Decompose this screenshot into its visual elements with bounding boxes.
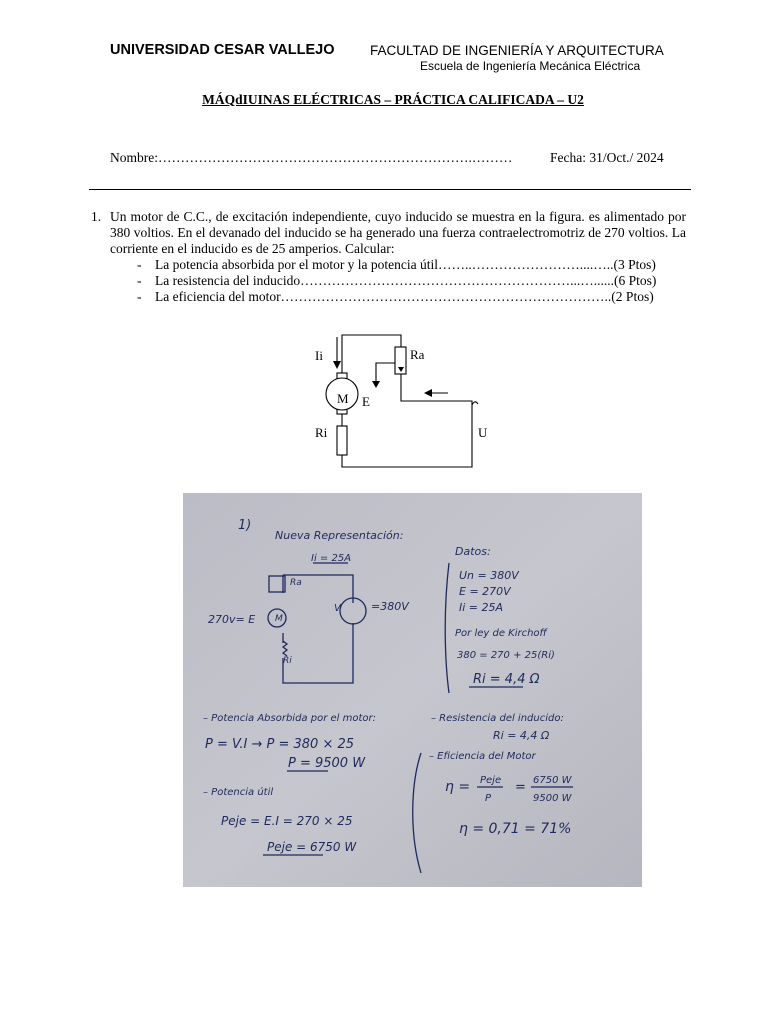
label-ra: Ra <box>410 347 425 362</box>
hw-resistance-result: Ri = 4,4 Ω <box>493 729 550 742</box>
item-text: La potencia absorbida por el motor y la potencia útil……..……………………....…..(3 Ptos) <box>155 257 656 272</box>
question-item <box>137 273 687 289</box>
label-m: M <box>337 391 349 406</box>
hw-efficiency-result: η = 0,71 = 71% <box>459 821 572 837</box>
circuit-diagram <box>300 325 500 475</box>
school-name: Escuela de Ingeniería Mecánica Eléctrica <box>420 59 641 73</box>
hw-kirchhoff-title: Por ley de Kirchoff <box>455 628 547 639</box>
ri-resistor <box>337 426 347 455</box>
wire-top <box>342 335 401 373</box>
item-text: La eficiencia del motor………………………………………………………………..(2 Ptos) <box>155 289 654 304</box>
hw-power-useful-eq: Peje = E.I = 270 × 25 <box>221 814 353 828</box>
label-ri: Ri <box>315 425 328 440</box>
hw-kirchhoff-eq: 380 = 270 + 25(Ri) <box>457 650 555 661</box>
hw-power-abs-eq: P = V.I → P = 380 × 25 <box>205 737 355 752</box>
hw-resistance-title: – Resistencia del inducido: <box>431 713 564 724</box>
item-dash: - <box>137 273 142 288</box>
hw-power-useful-result: Peje = 6750 W <box>267 840 357 854</box>
handwritten-solution-photo <box>183 493 642 887</box>
hw-ri-label: Ri <box>283 656 292 666</box>
hw-power-abs-result: P = 9500 W <box>288 756 366 771</box>
hw-efficiency-title: – Eficiencia del Motor <box>429 751 536 762</box>
hw-efficiency-eq-left: η = <box>445 779 471 795</box>
label-u: U <box>478 425 488 440</box>
faculty-name: FACULTAD DE INGENIERÍA Y ARQUITECTURA <box>370 43 664 58</box>
hw-voltmeter-label: V <box>334 603 341 614</box>
item-text: La resistencia del inducido……………………………………………………...…......(6 Ptos) <box>155 273 657 288</box>
question-text: Un motor de C.C., de excitación independiente, cuyo inducido se muestra en la figura. es alimentado por 380 voltios. En el devanado del inducido se ha generado una fuerza contraelectromotriz de 270 voltios. La corriente en el inducido es de 25 amperios. Calcular: <box>110 209 686 256</box>
label-e: E <box>362 394 370 409</box>
hw-e-label: 270v= E <box>208 613 256 626</box>
hw-ra-label: Ra <box>290 578 302 588</box>
document-title-text: MÁQdIUINAS ELÉCTRICAS – PRÁCTICA CALIFICADA – U2 <box>202 92 584 107</box>
hw-current-label: Ii = 25A <box>311 553 352 564</box>
hw-supply-label: =380V <box>371 600 409 613</box>
hw-heading: Nueva Representación: <box>275 529 404 542</box>
hw-data-line: E = 270V <box>459 585 511 598</box>
hw-power-useful-title: – Potencia útil <box>203 787 274 798</box>
hw-motor-label: M <box>275 614 283 624</box>
hw-efficiency-num2: 6750 W <box>533 775 572 786</box>
university-name: UNIVERSIDAD CESAR VALLEJO <box>110 42 335 58</box>
name-field-line: Nombre:…………………………………………………………….……… <box>110 150 513 165</box>
document-title <box>0 92 768 108</box>
hw-efficiency-den2: 9500 W <box>533 793 572 804</box>
item-dash: - <box>137 257 142 272</box>
hw-efficiency-den: P <box>485 793 492 804</box>
ra-wiper <box>376 363 395 383</box>
hw-data-title: Datos: <box>455 545 491 558</box>
hw-ri-result: Ri = 4,4 Ω <box>473 672 540 687</box>
date-field: Fecha: 31/Oct./ 2024 <box>550 150 664 165</box>
hw-data-line: Ii = 25A <box>459 601 504 614</box>
hw-efficiency-eq-mid: = <box>515 780 526 795</box>
label-ii: Ii <box>315 348 323 363</box>
hw-efficiency-num: Peje <box>480 775 502 786</box>
wire-right <box>342 374 472 467</box>
question-item <box>137 257 687 273</box>
hw-problem-number: 1) <box>238 518 252 533</box>
u-terminal <box>472 402 478 405</box>
arrow-head-voltage <box>424 389 432 397</box>
horizontal-rule <box>89 189 691 190</box>
question-number: 1. <box>91 209 102 224</box>
item-dash: - <box>137 289 142 304</box>
arrow-head-wiper <box>372 381 380 388</box>
hw-power-abs-title: – Potencia Absorbida por el motor: <box>203 713 376 724</box>
question-item <box>137 289 687 305</box>
arrow-head-ii <box>333 361 341 369</box>
hw-data-line: Un = 380V <box>459 569 519 582</box>
